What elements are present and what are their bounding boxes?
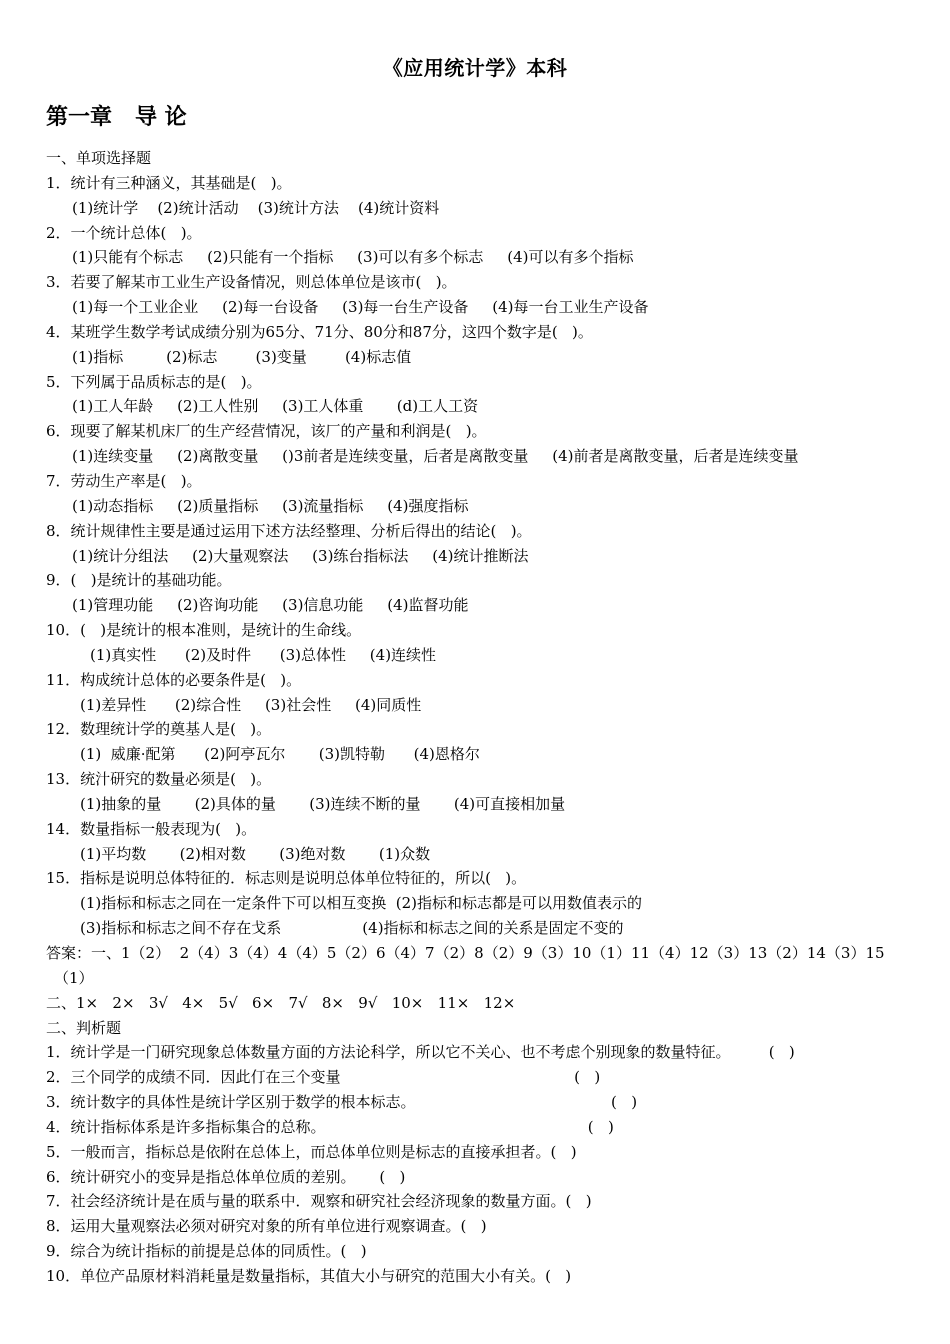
question-12-options: (1) 威廉·配第 (2)阿亭瓦尔 (3)凯特勒 (4)恩格尔 (80, 745, 480, 764)
question-15: 15．指标是说明总体特征的．标志则是说明总体单位特征的，所以( )。 (46, 869, 527, 888)
question-12: 12．数理统计学的奠基人是( )。 (46, 720, 272, 739)
document-body (46, 146, 926, 1289)
judgement-item: 10．单位产品原材料消耗量是数量指标，其值大小与研究的范围大小有关。( ) (46, 1266, 572, 1285)
question-14: 14．数量指标一般表现为( )。 (46, 819, 257, 838)
question-6: 6．现要了解某机床厂的生产经营情况，该厂的产量和利润是( )。 (46, 422, 487, 441)
answers-line: 答案：一、1（2） 2（4）3（4）4（4）5（2）6（4）7（2）8（2）9（3）10（1）11（4）12（3）13（2）14（3）15 (46, 944, 885, 962)
question-8: 8．统计规律性主要是通过运用下述方法经整理、分析后得出的结论( )。 (46, 521, 532, 540)
judgement-item: 2．三个同学的成绩不同．因此仃在三个变量 ( ) (46, 1068, 601, 1087)
question-3: 3．若要了解某市工业生产设备情况，则总体单位是该市( )。 (46, 273, 457, 292)
judgement-item: 7．社会经济统计是在质与量的联系中．观察和研究社会经济现象的数量方面。( ) (46, 1192, 592, 1211)
question-8-options: (1)统计分组法 (2)大量观察法 (3)练台指标法 (4)统计推断法 (72, 546, 529, 565)
question-15-options: (1)指标和标志之同在一定条件下可以相互变换 (2)指标和标志都是可以用数值表示的 (80, 894, 643, 913)
question-4-options: (1)指标 (2)标志 (3)变量 (4)标志值 (72, 347, 412, 366)
question-2-options: (1)只能有个标志 (2)只能有一个指标 (3)可以有多个标志 (4)可以有多个指标 (72, 248, 634, 267)
chapter-title: 第一章 导 论 (46, 105, 187, 130)
question-9-options: (1)管理功能 (2)咨询功能 (3)信息功能 (4)监督功能 (72, 596, 469, 615)
answers-line-wrap: （1） (54, 968, 94, 987)
question-1-options: (1)统计学 (2)统计活动 (3)统计方法 (4)统计资料 (72, 198, 440, 217)
answers-judgement: 二、1× 2× 3√ 4× 5√ 6× 7√ 8× 9√ 10× 11× 12× (46, 993, 516, 1012)
judgement-item: 6．统计研究小的变异是指总体单位质的差别。 ( ) (46, 1167, 406, 1186)
question-15-options-2: (3)指标和标志之间不存在戈系 (4)指标和标志之间的关系是固定不变的 (80, 919, 624, 938)
question-4: 4．某班学生数学考试成绩分别为65分、71分、80分和87分，这四个数字是( )。 (46, 322, 593, 341)
question-11: 11．构成统计总体的必要条件是( )。 (46, 670, 302, 689)
judgement-item: 5．一般而言，指标总是依附在总体上，而总体单位则是标志的直接承担者。( ) (46, 1142, 577, 1161)
judgement-item: 9．综合为统计指标的前提是总体的同质性。( ) (46, 1242, 367, 1261)
question-2: 2．一个统计总体( )。 (46, 223, 202, 242)
question-6-options: (1)连续变量 (2)离散变量 ()3前者是连续变量，后者是离散变量 (4)前者是离散变量，后者是连续变量 (72, 447, 799, 466)
question-5-options: (1)工人年龄 (2)工人性别 (3)工人体重 (d)工人工资 (72, 397, 479, 416)
question-10-options: (1)真实性 (2)及时件 (3)总体性 (4)连续性 (90, 645, 437, 664)
question-9: 9．( )是统计的基础功能。 (46, 571, 232, 590)
question-1: 1．统计有三种涵义，其基础是( )。 (46, 173, 292, 192)
judgement-item: 8．运用大量观察法必须对研究对象的所有单位进行观察调查。( ) (46, 1217, 487, 1236)
question-10: 10．( )是统计的根本准则，是统计的生命线。 (46, 621, 362, 640)
question-13-options: (1)抽象的量 (2)具体的量 (3)连续不断的量 (4)可直接相加量 (80, 794, 566, 813)
section-heading-single-choice: 一、单项选择题 (46, 149, 152, 167)
judgement-item: 1．统计学是一门研究现象总体数量方面的方法论科学，所以它不关心、也不考虑个别现象的数量特征。 ( ) (46, 1043, 795, 1062)
question-7: 7．劳动生产率是( )。 (46, 471, 202, 490)
question-7-options: (1)动态指标 (2)质量指标 (3)流量指标 (4)强度指标 (72, 496, 469, 515)
question-14-options: (1)平均数 (2)相对数 (3)绝对数 (1)众数 (80, 844, 431, 863)
section-heading-judgement: 二、判析题 (46, 1018, 122, 1037)
document-title: 《应用统计学》本科 (382, 56, 568, 80)
question-3-options: (1)每一个工业企业 (2)每一台设备 (3)每一台生产设备 (4)每一台工业生产设备 (72, 298, 649, 317)
judgement-item: 4．统计指标体系是许多指标集合的总称。 ( ) (46, 1117, 614, 1136)
question-13: 13．统汁研究的数量必须是( )。 (46, 770, 272, 789)
judgement-item: 3．统计数字的具体性是统计学区别于数学的根本标志。 ( ) (46, 1093, 638, 1112)
question-11-options: (1)差异性 (2)综合性 (3)社会性 (4)同质性 (80, 695, 422, 714)
question-5: 5．下列属于品质标志的是( )。 (46, 372, 262, 391)
